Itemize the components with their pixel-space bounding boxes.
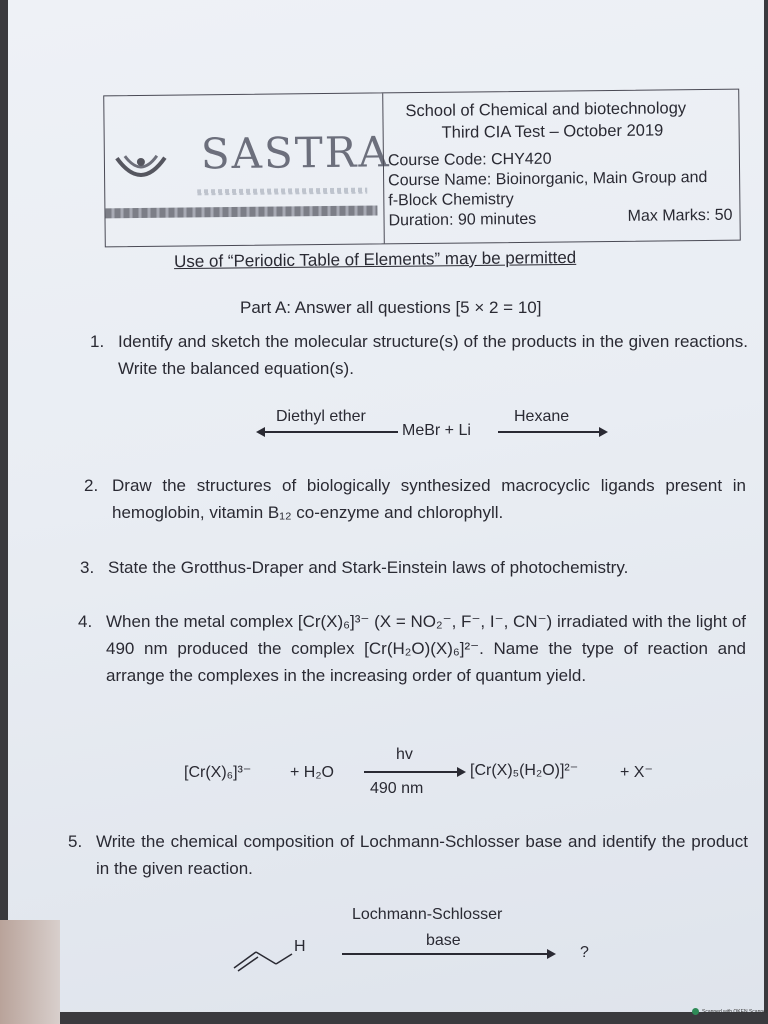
question-text: When the metal complex [Cr(X)₆]³⁻ (X = NO₂⁻, F⁻, I⁻, CN⁻) irradiated with the light of 490 nm produced the complex [Cr(H₂O)(X)₆]²⁻. Name the type of reaction and arrange the complexes in the increasing order of quantum yield. — [106, 612, 746, 685]
eq5-product: ? — [580, 944, 589, 961]
exam-paper — [8, 0, 764, 1012]
eq5-arrow — [342, 953, 554, 955]
logo-subtitle-band — [197, 188, 367, 196]
course-name: Course Name: Bioinorganic, Main Group and — [388, 169, 708, 190]
university-logo — [104, 93, 391, 246]
eq1-left-arrow — [258, 431, 398, 433]
scanner-watermark — [692, 1008, 768, 1015]
eq4-water: + H₂O — [290, 764, 334, 781]
eq4-above-arrow: hv — [396, 746, 413, 763]
question-number: 1. — [90, 332, 105, 351]
eq1-right-label: Hexane — [514, 408, 570, 425]
logo-motto-strip — [105, 205, 377, 218]
question-text: Draw the structures of biologically synthesized macrocyclic ligands present in hemoglobin, vitamin B₁₂ co-enzyme and chlorophyll. — [112, 476, 746, 522]
max-marks: Max Marks: 50 — [627, 206, 733, 225]
question-text: Identify and sketch the molecular structure(s) of the products in the given reactions. Write the balanced equation(s). — [118, 332, 748, 378]
school-name: School of Chemical and biotechnology — [405, 99, 687, 121]
eq4-reactant: [Cr(X)₆]³⁻ — [184, 764, 252, 781]
eq1-left-label: Diethyl ether — [276, 408, 366, 425]
eq1-right-arrow — [498, 431, 606, 433]
scanner-watermark-text: Scanned with OKEN Scanner — [702, 1008, 768, 1015]
duration: Duration: 90 minutes — [388, 210, 537, 230]
question-number: 4. — [78, 612, 93, 631]
scanner-logo-icon — [692, 1008, 699, 1015]
question-number: 2. — [84, 476, 99, 495]
logo-text: SASTRA — [200, 127, 391, 179]
eq4-arrow — [364, 771, 464, 773]
logo-emblem-icon — [113, 148, 169, 189]
course-name-cont: f-Block Chemistry — [388, 191, 514, 210]
eq1-reactants: MeBr + Li — [402, 422, 471, 439]
eq5-reagent: Lochmann-Schlosser — [352, 906, 503, 923]
eq4-byproduct: + X⁻ — [620, 764, 653, 781]
part-a-heading: Part A: Answer all questions [5 × 2 = 10] — [240, 298, 542, 317]
exam-header — [103, 89, 741, 248]
course-info — [382, 90, 741, 244]
question-text: State the Grotthus-Draper and Stark-Einstein laws of photochemistry. — [108, 558, 629, 577]
eq5-h-label: H — [294, 938, 306, 955]
course-code: Course Code: CHY420 — [387, 150, 552, 170]
eq5-reagent-base: base — [426, 932, 461, 949]
eq4-below-arrow: 490 nm — [370, 780, 424, 797]
eq4-product: [Cr(X)₅(H₂O)]²⁻ — [470, 762, 579, 779]
question-number: 5. — [68, 832, 83, 851]
test-title: Third CIA Test – October 2019 — [441, 121, 664, 142]
question-number: 3. — [80, 558, 95, 577]
question-text: Write the chemical composition of Lochmann-Schlosser base and identify the product in the given reaction. — [96, 832, 748, 878]
photo-edge-shadow — [0, 920, 60, 1024]
periodic-table-note: Use of “Periodic Table of Elements” may be permitted — [173, 247, 577, 272]
